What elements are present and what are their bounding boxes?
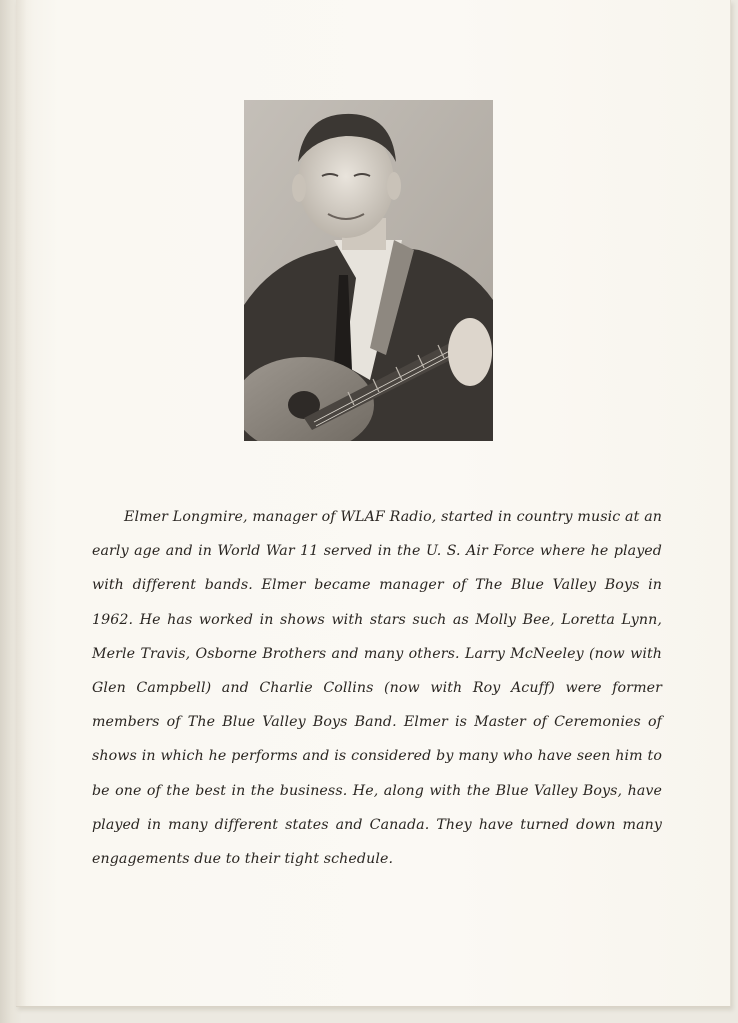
page-fold [16, 0, 34, 1006]
portrait-photo [244, 100, 493, 441]
portrait-photo-icon [244, 100, 493, 441]
biography-paragraph: Elmer Longmire, manager of WLAF Radio, started in country music at an early age and in World War 11 served in the U. S. Air Force where he played with different bands. Elmer became manager of The Blue Valley Boys in 1962. He has worked in shows with stars such as Molly Bee, Loretta Lynn, Merle Travis, Osborne Brothers and many others. Larry McNeeley (now with Glen Campbell) and Charlie Collins (now with Roy Acuff) were former members of The Blue Valley Boys Band. Elmer is Master of Ceremonies of shows in which he performs and is considered by many who have seen him to be one of the best in the business. He, along with the Blue Valley Boys, have played in many different states and Canada. They have turned down many engagements due to their tight schedule. [92, 509, 662, 868]
